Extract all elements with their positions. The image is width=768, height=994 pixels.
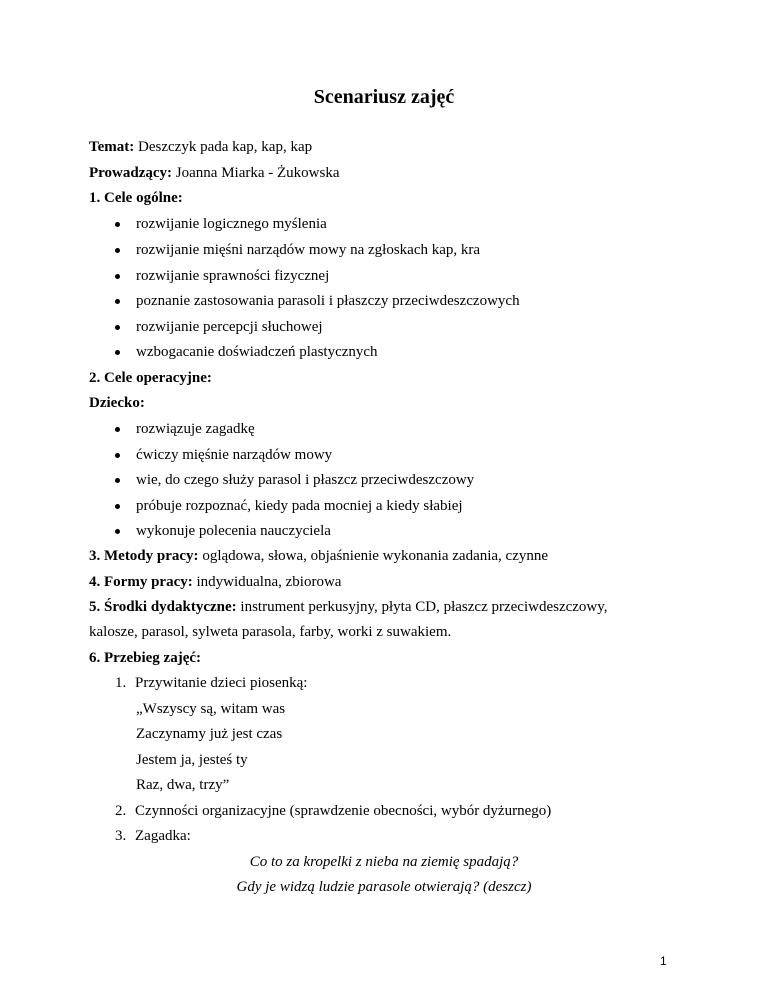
song-line: Raz, dwa, trzy”: [136, 777, 230, 793]
materials-line: [89, 598, 608, 616]
topic-label: Temat:: [89, 139, 135, 155]
general-goals-heading: 1. Cele ogólne:: [89, 190, 183, 206]
operational-goals-subheading: Dziecko:: [89, 395, 145, 411]
operational-goals-heading: 2. Cele operacyjne:: [89, 370, 212, 386]
page-number: 1: [660, 954, 667, 968]
bullet-icon: [115, 299, 120, 304]
forms-label: 4. Formy pracy:: [89, 574, 193, 590]
song-line: „Wszyscy są, witam was: [136, 701, 286, 717]
leader-value: Joanna Miarka - Żukowska: [172, 165, 340, 181]
song-line: Jestem ja, jesteś ty: [136, 752, 248, 768]
bullet-icon: [115, 248, 120, 253]
riddle-line: Co to za kropelki z nieba na ziemię spadają?: [249, 854, 519, 870]
bullet-icon: [115, 325, 120, 330]
bullet-icon: [115, 453, 120, 458]
leader-label: Prowadzący:: [89, 165, 173, 181]
methods-label: 3. Metody pracy:: [89, 548, 199, 564]
document-title: Scenariusz zajęć: [313, 86, 455, 108]
bullet-icon: [115, 529, 120, 534]
bullet-icon: [115, 427, 120, 432]
bullet-icon: [115, 222, 120, 227]
bullet-icon: [115, 478, 120, 483]
bullet-icon: [115, 504, 120, 509]
song-line: Zaczynamy już jest czas: [136, 726, 283, 742]
methods-value: oglądowa, słowa, objaśnienie wykonania zadania, czynne: [198, 548, 549, 564]
forms-value: indywidualna, zbiorowa: [192, 574, 342, 590]
bullet-icon: [115, 274, 120, 279]
methods-line: [89, 547, 548, 565]
materials-line-cont: kalosze, parasol, sylweta parasola, farby, worki z suwakiem.: [89, 624, 452, 640]
course-heading: 6. Przebieg zajęć:: [89, 650, 202, 666]
topic-value: Deszczyk pada kap, kap, kap: [134, 139, 313, 155]
bullet-icon: [115, 350, 120, 355]
topic-line: [89, 138, 312, 156]
forms-line: [89, 573, 341, 591]
riddle-line: Gdy je widzą ludzie parasole otwierają? (deszcz): [236, 879, 532, 895]
leader-line: [89, 164, 340, 182]
materials-value: instrument perkusyjny, płyta CD, płaszcz przeciwdeszczowy,: [236, 599, 608, 615]
document-page: Scenariusz zajęć Temat: Deszczyk pada kap, kap, kap Prowadzący: Joanna Miarka - Żukowska 1. Cele ogólne: rozwijanie logicznego myślenia rozwijanie mięśni narządów mowy na zgłoskach kap, kra rozwijanie sprawności fizycznej poznanie zastosowania parasoli i płaszczy przeciwdeszczowych rozwijanie percepcji słuchowej wzbogacanie doświadczeń plastycznych 2. Cele operacyjne: Dziecko: rozwiązuje zagadkę ćwiczy mięśnie narządów mowy wie, do czego służy parasol i płaszcz przeciwdeszczowy próbuje rozpoznać, kiedy pada mocniej a kiedy słabiej wykonuje polecenia nauczyciela 3. Metody pracy: oglądowa, słowa, objaśnienie wykonania zadania, czynne 4. Formy pracy: indywidualna, zbiorowa 5. Środki dydaktyczne: instrument perkusyjny, płyta CD, płaszcz przeciwdeszczowy, kalosze, parasol, sylweta parasola, farby, worki z suwakiem. 6. Przebieg zajęć: 1. Przywitanie dzieci piosenką: „Wszyscy są, witam was Zaczynamy już jest czas Jestem ja, jesteś ty Raz, dwa, trzy” 2. Czynności organizacyjne (sprawdzenie obecności, wybór dyżurnego) 3. Zagadka: Co to za kropelki z nieba na ziemię spadają? Gdy je widzą ludzie parasole otwierają? (deszcz) 1: [0, 0, 768, 994]
materials-label: 5. Środki dydaktyczne:: [89, 599, 237, 615]
